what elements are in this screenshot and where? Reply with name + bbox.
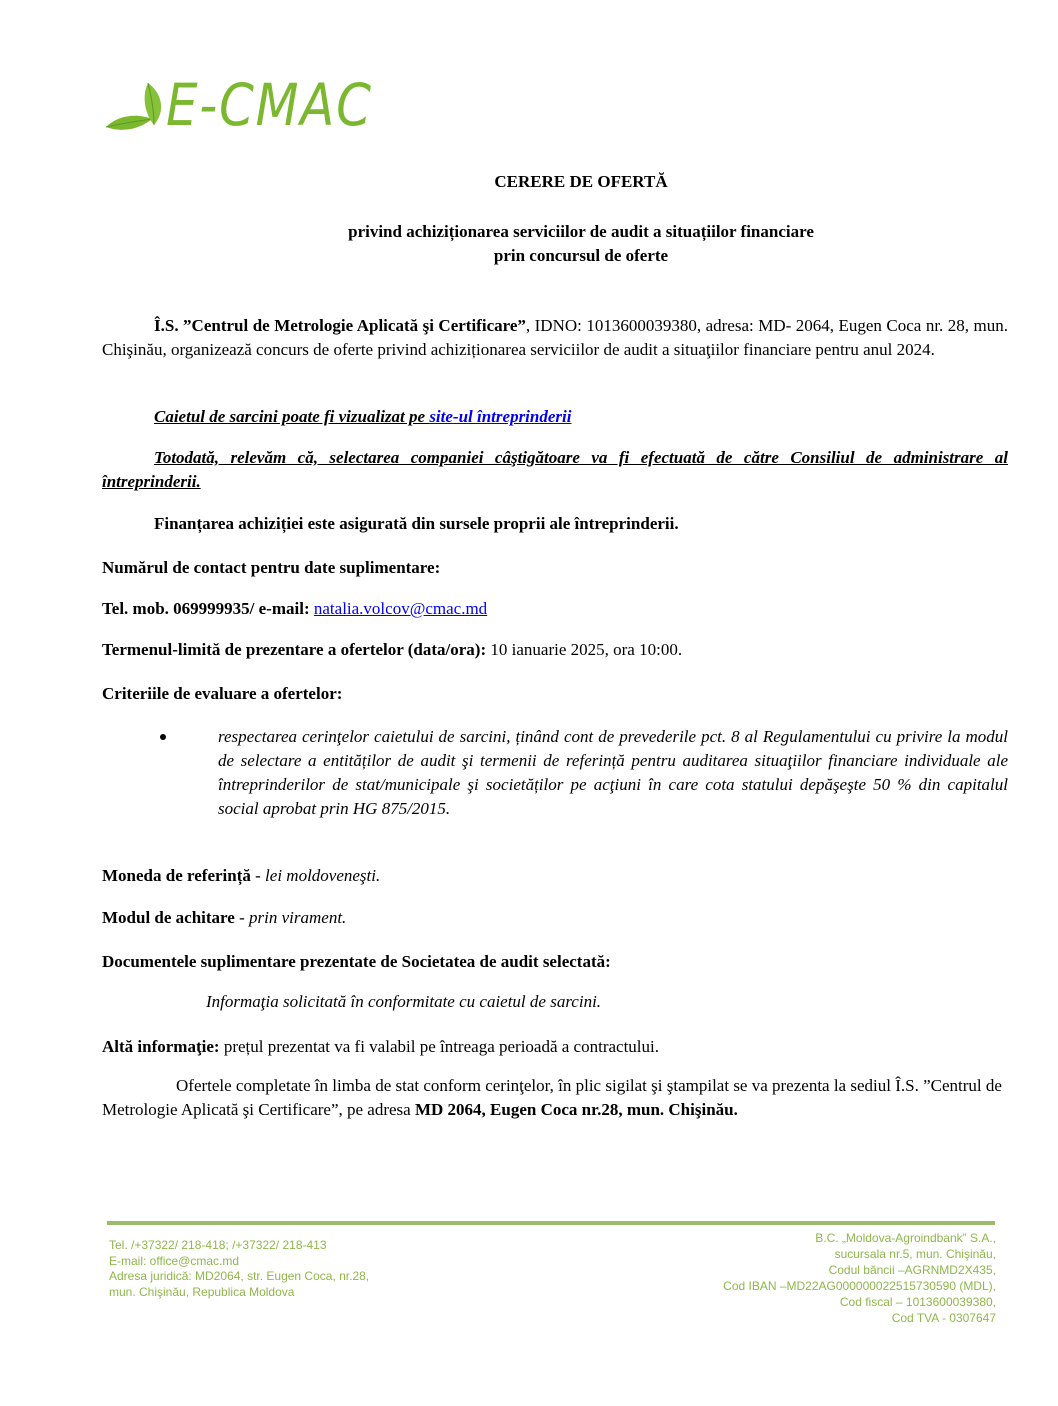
deadline-value: 10 ianuarie 2025, ora 10:00. xyxy=(486,640,683,659)
documents-heading: Documentele suplimentare prezentate de Societatea de audit selectată: xyxy=(102,952,611,971)
footer-address: Adresa juridică: MD2064, str. Eugen Coca, nr.28, xyxy=(109,1269,370,1283)
currency-dash: - xyxy=(250,866,266,885)
footer-divider xyxy=(107,1221,995,1225)
closing-text: Ofertele completate în limba de stat conform cerinţelor, în plic sigilat şi ştampilat se va prezenta la sediul Î.S. ”Centrul de Metrologie Aplicată şi Certificare”, pe adresa xyxy=(102,1076,1002,1119)
deadline-label: Termenul-limită de prezentare a ofertelor (data/ora): xyxy=(102,640,487,659)
closing-paragraph xyxy=(102,1074,1022,1122)
footer-bank-details xyxy=(723,1230,996,1326)
currency-line xyxy=(102,864,1008,888)
criteria-item xyxy=(158,725,1008,821)
email-link[interactable]: natalia.volcov@cmac.md xyxy=(313,599,488,618)
intro-paragraph xyxy=(102,314,1008,362)
subtitle-line-2: prin concursul de oferte xyxy=(493,246,669,265)
document-subtitle xyxy=(0,220,1058,268)
footer-city: mun. Chişinău, Republica Moldova xyxy=(109,1284,295,1299)
site-link[interactable]: site-ul întreprinderii xyxy=(429,407,572,426)
footer-branch: sucursala nr.5, mun. Chişinău, xyxy=(834,1247,996,1261)
footer-phone: Tel. /+37322/ 218-418; /+37322/ 218-413 xyxy=(109,1238,327,1252)
deadline-line xyxy=(102,638,1008,662)
intro-rest: , IDNO: 1013600039380, adresa: MD- 2064, Eugen Coca nr. 28, mun. Chişinău, organizează concurs de oferte privind achiziționarea serviciilor de audit a situaţiilor financiare pentru anul 2024. xyxy=(102,316,1008,359)
footer-iban: Cod IBAN –MD22AG000000022515730590 (MDL), xyxy=(723,1279,996,1293)
other-info-value: prețul prezentat va fi valabil pe întreaga perioadă a contractului. xyxy=(219,1037,659,1056)
documents-value: Informaţia solicitată în conformitate cu caietul de sarcini. xyxy=(206,992,602,1011)
footer-contact xyxy=(109,1238,369,1300)
other-info-line xyxy=(102,1035,1008,1059)
footer-bank-name: B.C. „Moldova-Agroindbank” S.A., xyxy=(815,1231,996,1245)
footer-email: E-mail: office@cmac.md xyxy=(109,1253,239,1268)
payment-value: prin virament. xyxy=(249,908,347,927)
company-logo xyxy=(104,70,414,140)
criteria-list xyxy=(186,725,1008,821)
bullet-icon xyxy=(160,734,166,740)
footer-vat-code: Cod TVA - 0307647 xyxy=(891,1311,996,1325)
contact-line xyxy=(102,597,1008,621)
payment-label: Modul de achitare xyxy=(102,908,235,927)
document-title: CERERE DE OFERTĂ xyxy=(494,172,668,191)
leaves-icon xyxy=(104,75,170,135)
closing-address: MD 2064, Eugen Coca nr.28, mun. Chişinău. xyxy=(414,1100,738,1119)
criteria-heading: Criteriile de evaluare a ofertelor: xyxy=(102,684,343,703)
footer-fiscal-code: Cod fiscal – 1013600039380, xyxy=(839,1295,996,1309)
caiet-text: Caietul de sarcini poate fi vizualizat pe xyxy=(154,407,430,426)
other-info-label: Altă informaţie: xyxy=(102,1037,220,1056)
contact-heading: Numărul de contact pentru date suplimentare: xyxy=(102,558,441,577)
logo-text: E-CMAC xyxy=(166,71,373,139)
currency-value: lei moldoveneşti. xyxy=(265,866,381,885)
phone-label: Tel. mob. 069999935/ e-mail: xyxy=(102,599,314,618)
payment-dash: - xyxy=(234,908,250,927)
financing-paragraph: Finanțarea achiziției este asigurată din sursele proprii ale întreprinderii. xyxy=(154,514,679,533)
selection-note: Totodată, relevăm că, selectarea companiei câştigătoare va fi efectuată de către Consiliul de administrare al întreprinderii. xyxy=(102,448,1008,491)
subtitle-line-1: privind achiziționarea serviciilor de audit a situațiilor financiare xyxy=(348,222,814,241)
organization-name: Î.S. ”Centrul de Metrologie Aplicată şi Certificare” xyxy=(154,316,526,335)
caiet-paragraph xyxy=(102,405,1008,429)
criteria-text: respectarea cerinţelor caietului de sarcini, ținând cont de prevederile pct. 8 al Regulamentului cu privire la modul de selectare a entităților de audit şi termenii de referință pentru auditarea situaţiilor financiare individuale ale întreprinderilor de stat/municipale şi societăților pe acţiuni în care cota statului depăşeşte 50 % din capitalul social aprobat prin HG 875/2015. xyxy=(218,727,1008,818)
payment-line xyxy=(102,906,1008,930)
footer-bank-code: Codul băncii –AGRNMD2X435, xyxy=(828,1263,996,1277)
currency-label: Moneda de referință xyxy=(102,866,251,885)
